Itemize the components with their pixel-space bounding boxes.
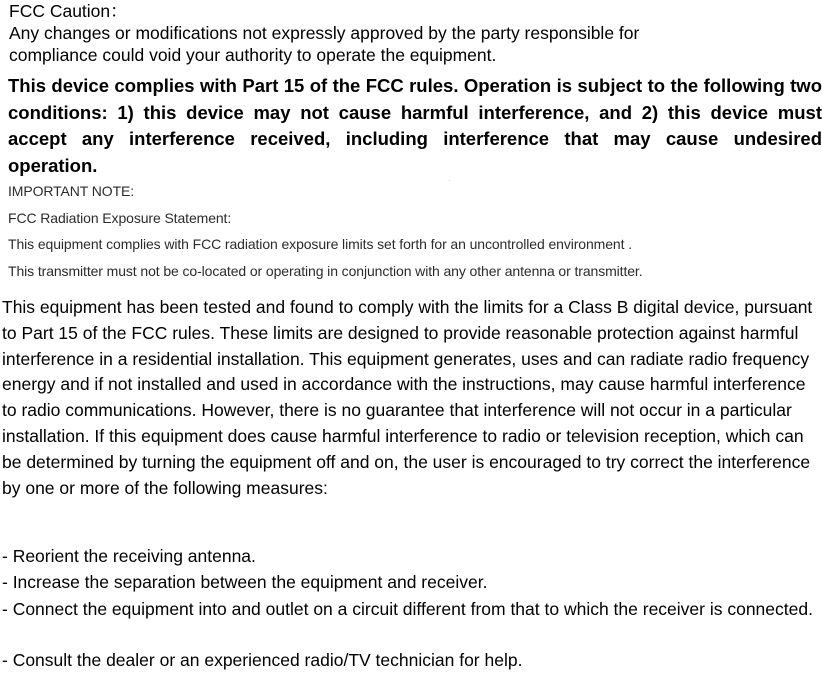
measures-section xyxy=(2,544,817,674)
measure-item: - Consult the dealer or an experienced radio/TV technician for help. xyxy=(2,650,523,670)
radiation-exposure-line-1: This equipment complies with FCC radiation exposure limits set forth for an uncontrolled environment . xyxy=(8,236,632,252)
fcc-caution-line-1: Any changes or modifications not expressly approved by the party responsible for xyxy=(9,23,640,43)
fcc-caution-heading: FCC Caution： xyxy=(9,1,128,21)
measure-item: - Increase the separation between the equipment and receiver. xyxy=(2,572,488,592)
measure-item: - Connect the equipment into and outlet on a circuit different from that to which the receiver is connected. xyxy=(2,599,813,619)
important-note-section xyxy=(8,178,808,284)
measures-list xyxy=(2,544,817,674)
measure-item: - Reorient the receiving antenna. xyxy=(2,546,256,566)
class-b-section xyxy=(2,295,817,501)
fcc-caution-section xyxy=(9,0,809,66)
important-note-heading: IMPORTANT NOTE: xyxy=(8,183,135,199)
radiation-exposure-line-2: This transmitter must not be co-located or operating in conjunction with any other antenna or transmitter. xyxy=(8,262,643,279)
radiation-exposure-heading: FCC Radiation Exposure Statement: xyxy=(8,209,232,226)
class-b-paragraph: This equipment has been tested and found to comply with the limits for a Class B digital device, pursuant to Part 15 of the FCC rules. These limits are designed to provide reasonable protection against harmful interference in a residential installation. This equipment generates, uses and can radiate radio frequency energy and if not installed and used in accordance with the instructions, may cause harmful interference to radio communications. However, there is no guarantee that interference will not occur in a particular installation. If this equipment does cause harmful interference to radio or television reception, which can be determined by turning the equipment off and on, the user is encouraged to try correct the interference by one or more of the following measures: xyxy=(2,297,813,498)
part15-statement: This device complies with Part 15 of the FCC rules. Operation is subject to the following two conditions: 1) this device may not cause harmful interference, and 2) this device must accept any interference received, including interference that may cause undesired operation. xyxy=(8,75,822,176)
fcc-caution-line-2: compliance could void your authority to operate the equipment. xyxy=(9,45,497,65)
scan-speck: · xyxy=(448,176,451,185)
